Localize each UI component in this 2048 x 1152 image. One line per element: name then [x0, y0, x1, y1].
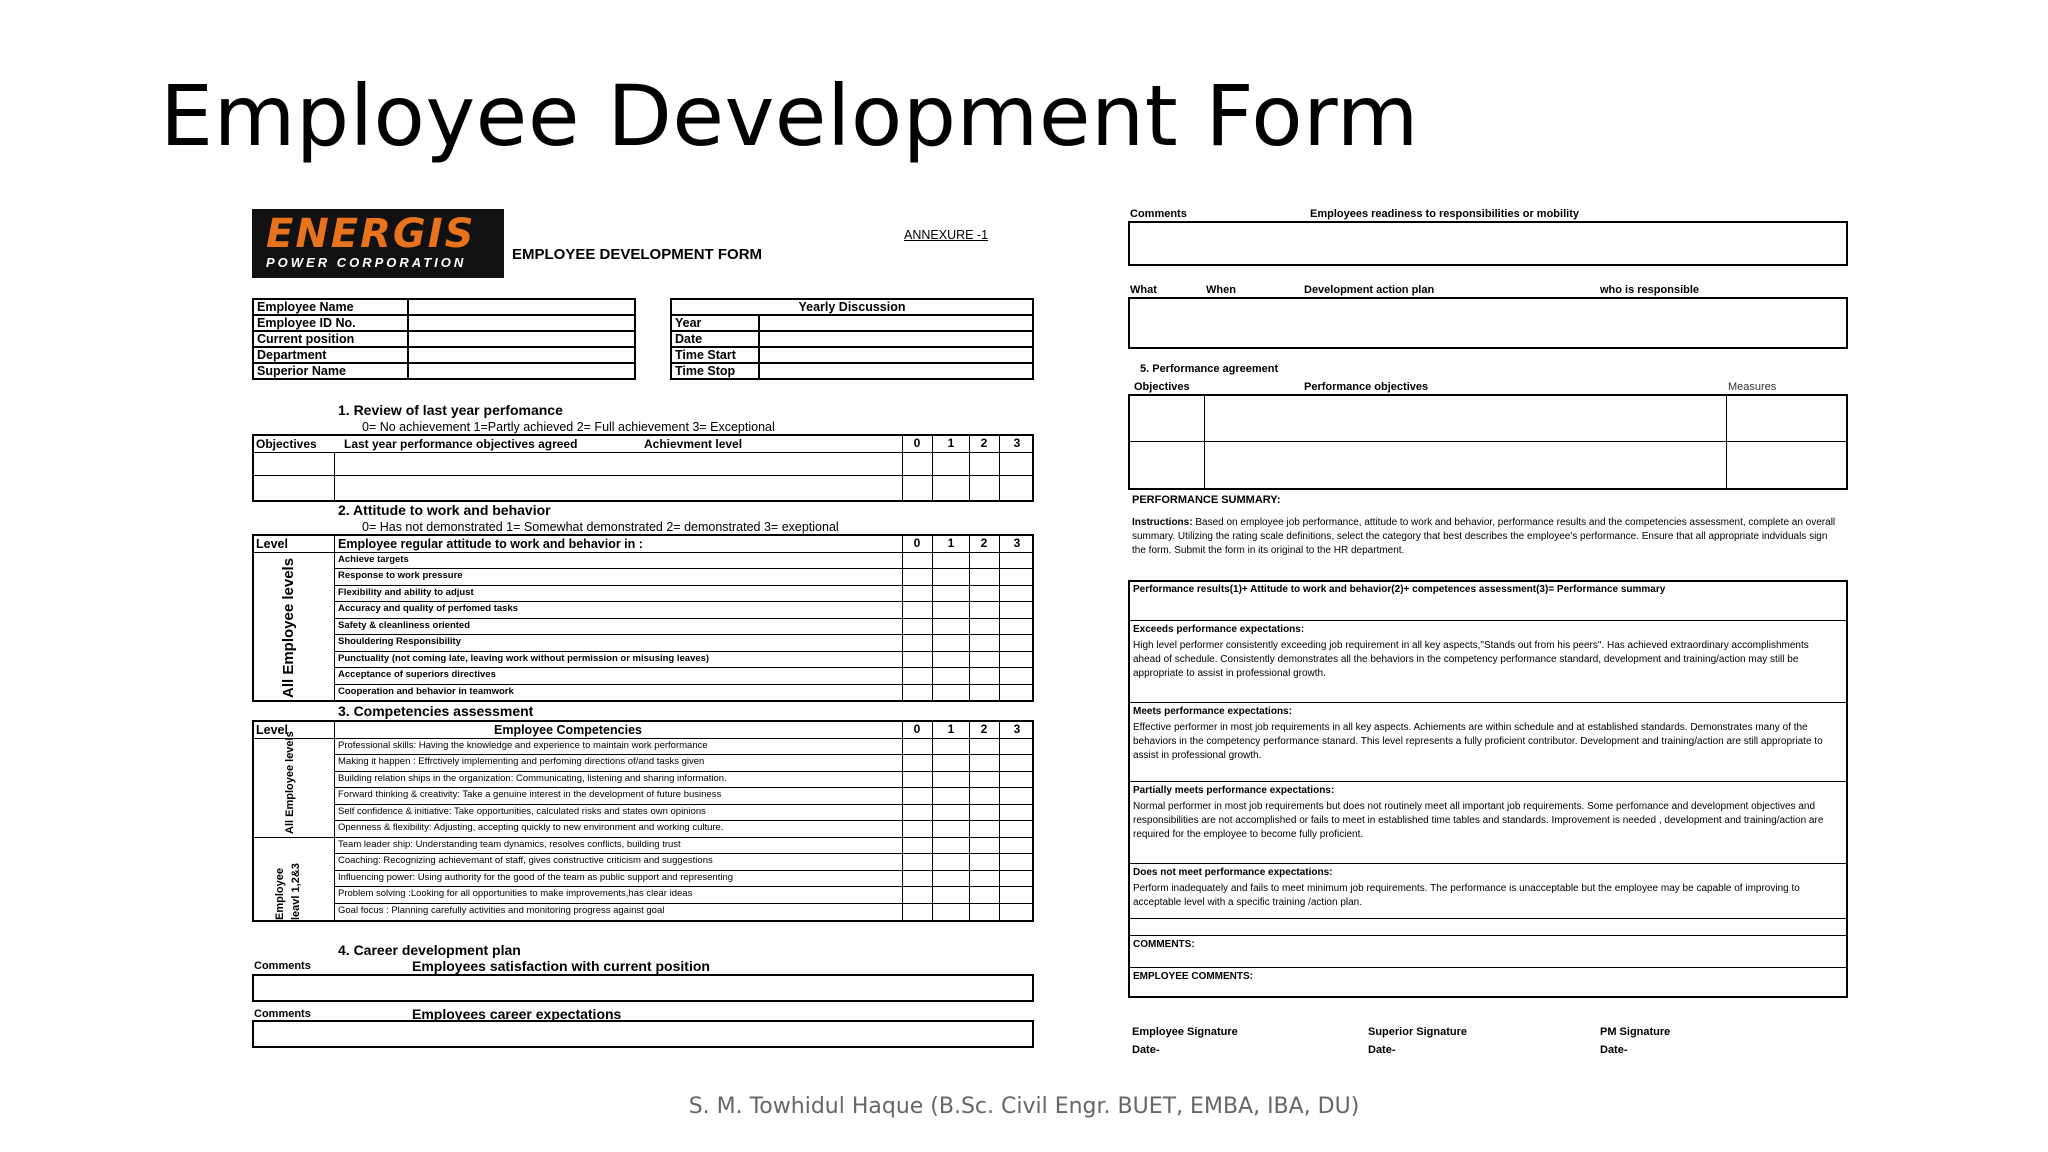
performance-summary-table: [1128, 580, 1848, 998]
attitude-item: Accuracy and quality of perfomed tasks: [338, 603, 519, 614]
notmet-title: Does not meet performance expectations:: [1133, 867, 1333, 878]
slide-title: Employee Development Form: [160, 67, 1420, 165]
section3-side-label-b2: leavl 1,2&3: [290, 863, 302, 920]
performance-agreement-table: [1128, 394, 1848, 490]
logo-sub-text: POWER CORPORATION: [266, 255, 467, 270]
expectations-box[interactable]: [252, 1020, 1034, 1048]
section3-side-label-b1: Employee: [274, 868, 286, 920]
col-level: Level: [256, 723, 288, 737]
col-agreed: Last year performance objectives agreed: [344, 437, 578, 451]
instructions-label: Instructions:: [1132, 517, 1193, 528]
attitude-item: Cooperation and behavior in teamwork: [338, 686, 514, 697]
pm-signature-label: PM Signature: [1600, 1026, 1671, 1038]
section2-scale: 0= Has not demonstrated 1= Somewhat demonstrated 2= demonstrated 3= exeptional: [362, 520, 839, 534]
competency-item: Professional skills: Having the knowledge and experience to maintain work performance: [338, 740, 708, 751]
competency-item: Self confidence & initiative: Take opportunities, calculated risks and states own opinions: [338, 806, 706, 817]
slide-footer: S. M. Towhidul Haque (B.Sc. Civil Engr. BUET, EMBA, IBA, DU): [688, 1094, 1360, 1119]
competency-item: Openness & flexibility: Adjusting, accepting quickly to new environment and working culture.: [338, 822, 724, 833]
score-header: 2: [980, 436, 988, 450]
field-label: Department: [253, 347, 408, 363]
field-label: Time Start: [671, 347, 759, 363]
competency-item: Coaching: Recognizing achievemant of staff, gives constructive criticism and suggestions: [338, 855, 713, 866]
score-header: 3: [1013, 722, 1021, 736]
pm-date-label: Date-: [1600, 1044, 1628, 1056]
col-level: Level: [256, 537, 288, 551]
annexure-label: ANNEXURE -1: [904, 228, 989, 242]
section2-table: [252, 534, 1034, 702]
comments-label: Comments: [254, 960, 311, 972]
employee-date-label: Date-: [1132, 1044, 1160, 1056]
section1-table: [252, 434, 1034, 502]
comments-label: Comments: [254, 1008, 311, 1020]
instructions-text: Based on employee job performance, attitude to work and behavior, performance results and the competencies assessment, complete an overall summary. Utilizing the rating scale definitions, select the category that best describes the employee's performance. Ensure that all appropriate indviduals sign the form. Submit the form in its original to the HR department.: [1132, 517, 1836, 556]
score-header: 3: [1013, 536, 1021, 550]
section3-table: [252, 720, 1034, 922]
attitude-item: Response to work pressure: [338, 570, 463, 581]
notmet-text: Perform inadequately and fails to meet minimum job requirements. The performance is unacceptable but the employee may be capable of improving to acceptable level with a specific training /action plan.: [1133, 883, 1800, 908]
competency-item: Influencing power: Using authority for the good of the team as public support and representing: [338, 872, 734, 883]
field-label: Time Stop: [671, 363, 759, 379]
attitude-item: Shouldering Responsibility: [338, 636, 461, 647]
field-label: Date: [671, 331, 759, 347]
score-header: 2: [980, 722, 988, 736]
energis-logo: [252, 209, 504, 278]
field-label: Current position: [253, 331, 408, 347]
satisfaction-box[interactable]: [252, 974, 1034, 1002]
competency-item: Forward thinking & creativity: Take a genuine interest in the development of future business: [338, 789, 722, 800]
section1-scale: 0= No achievement 1=Partly achieved 2= Full achievement 3= Exceptional: [362, 420, 775, 434]
field-value[interactable]: [759, 315, 1033, 331]
readiness-label: Employees readiness to responsibilities or mobility: [1310, 208, 1579, 220]
meets-title: Meets performance expectations:: [1133, 706, 1292, 717]
meets-text: Effective performer in most job requirements in all key aspects. Achiements are within schedule and at established standards. Demonstrates many of the behaviors in the competency performance stanard. This level represents a fully proficient contributor. Development and training/action are still appropriate to assist in professional growth.: [1133, 722, 1823, 761]
score-header: 0: [913, 722, 921, 736]
col-competencies-header: Employee Competencies: [494, 723, 642, 737]
attitude-item: Flexibility and ability to adjust: [338, 587, 474, 598]
competency-item: Goal focus : Planning carefully activities and monitoring progress against goal: [338, 905, 665, 916]
competency-item: Making it happen : Effrctively implementing and perfoming directions of/and tasks given: [338, 756, 705, 767]
field-value[interactable]: [408, 363, 635, 379]
score-header: 1: [947, 722, 955, 736]
partial-text: Normal performer in most job requirements but does not routinely meet all important job requirements. Some perfomance and development objectives and responsibilities are not accomplished or fails to meet in established time tables and standards. Improvement is needed , development and training/action are required for the employee to become fully proficient.: [1133, 801, 1824, 840]
section2-side-label: All Employee levels: [280, 557, 297, 698]
score-header: 2: [980, 536, 988, 550]
field-label: Superior Name: [253, 363, 408, 379]
field-value[interactable]: [408, 315, 635, 331]
comments-label: Comments: [1130, 208, 1187, 220]
summary-title: PERFORMANCE SUMMARY:: [1132, 494, 1281, 506]
field-label: Year: [671, 315, 759, 331]
score-header: 1: [947, 536, 955, 550]
col-achievement-level: Achievment level: [644, 437, 743, 451]
when-label: When: [1206, 284, 1236, 296]
score-header: 0: [913, 436, 921, 450]
col-objectives: Objectives: [256, 437, 317, 451]
competency-item: Building relation ships in the organization: Communicating, listening and sharing information.: [338, 773, 727, 784]
attitude-item: Punctuality (not coming late, leaving work without permission or misusing leaves): [338, 653, 710, 664]
field-value[interactable]: [408, 299, 635, 315]
measures-label: Measures: [1728, 381, 1777, 393]
score-header: 3: [1013, 436, 1021, 450]
field-value[interactable]: [759, 363, 1033, 379]
score-header: 1: [947, 436, 955, 450]
attitude-item: Acceptance of superiors directives: [338, 669, 496, 680]
field-value[interactable]: [408, 331, 635, 347]
performance-objectives-label: Performance objectives: [1304, 381, 1429, 393]
superior-signature-label: Superior Signature: [1368, 1026, 1468, 1038]
field-label: Employee ID No.: [253, 315, 408, 331]
yearly-header: Yearly Discussion: [671, 299, 1033, 315]
expectations-label: Employees career expectations: [412, 1006, 622, 1022]
development-plan-label: Development action plan: [1304, 284, 1435, 296]
col-attitude-header: Employee regular attitude to work and behavior in :: [338, 537, 643, 551]
yearly-discussion-table: [670, 298, 1034, 380]
section1-title: 1. Review of last year perfomance: [338, 402, 563, 418]
field-value[interactable]: [759, 331, 1033, 347]
section3-title: 3. Competencies assessment: [338, 703, 534, 719]
superior-date-label: Date-: [1368, 1044, 1396, 1056]
competency-item: Problem solving :Looking for all opportunities to make improvements,has clear ideas: [338, 888, 693, 899]
section4-title: 4. Career development plan: [338, 942, 521, 958]
attitude-item: Achieve targets: [338, 554, 409, 565]
development-plan-box[interactable]: [1128, 297, 1848, 349]
objectives-label: Objectives: [1134, 381, 1190, 393]
section5-title: 5. Performance agreement: [1140, 363, 1279, 375]
competency-item: Team leader ship: Understanding team dynamics, resolves conflicts, building trust: [338, 839, 681, 850]
readiness-box[interactable]: [1128, 221, 1848, 266]
exceeds-text: High level performer consistently exceeding job requirement in all key aspects,"Stands out from his peers". Has achieved extraordinary accomplishments ahead of schedule. Consistently demonstrates all the behaviors in the competency performance standard, development and training/action may still be appropriate to assist in professional growth.: [1133, 640, 1809, 679]
logo-main-text: ENERGIS: [266, 211, 476, 257]
section3-side-label-a: All Employee levels: [284, 731, 296, 834]
employee-info-table: [252, 298, 636, 380]
section2-title: 2. Attitude to work and behavior: [338, 502, 551, 518]
comments-field-label: COMMENTS:: [1133, 939, 1195, 950]
form-heading: EMPLOYEE DEVELOPMENT FORM: [512, 246, 763, 263]
employee-comments-label: EMPLOYEE COMMENTS:: [1133, 971, 1254, 982]
partial-title: Partially meets performance expectations:: [1133, 785, 1335, 796]
field-value[interactable]: [759, 347, 1033, 363]
satisfaction-label: Employees satisfaction with current position: [412, 958, 710, 974]
attitude-item: Safety & cleanliness oriented: [338, 620, 470, 631]
what-label: What: [1130, 284, 1157, 296]
field-value[interactable]: [408, 347, 635, 363]
summary-formula: Performance results(1)+ Attitude to work and behavior(2)+ competences assessment(3)= Performance summary: [1133, 584, 1666, 595]
score-header: 0: [913, 536, 921, 550]
field-label: Employee Name: [253, 299, 408, 315]
exceeds-title: Exceeds performance expectations:: [1133, 624, 1305, 635]
responsible-label: who is responsible: [1600, 284, 1700, 296]
employee-signature-label: Employee Signature: [1132, 1026, 1238, 1038]
